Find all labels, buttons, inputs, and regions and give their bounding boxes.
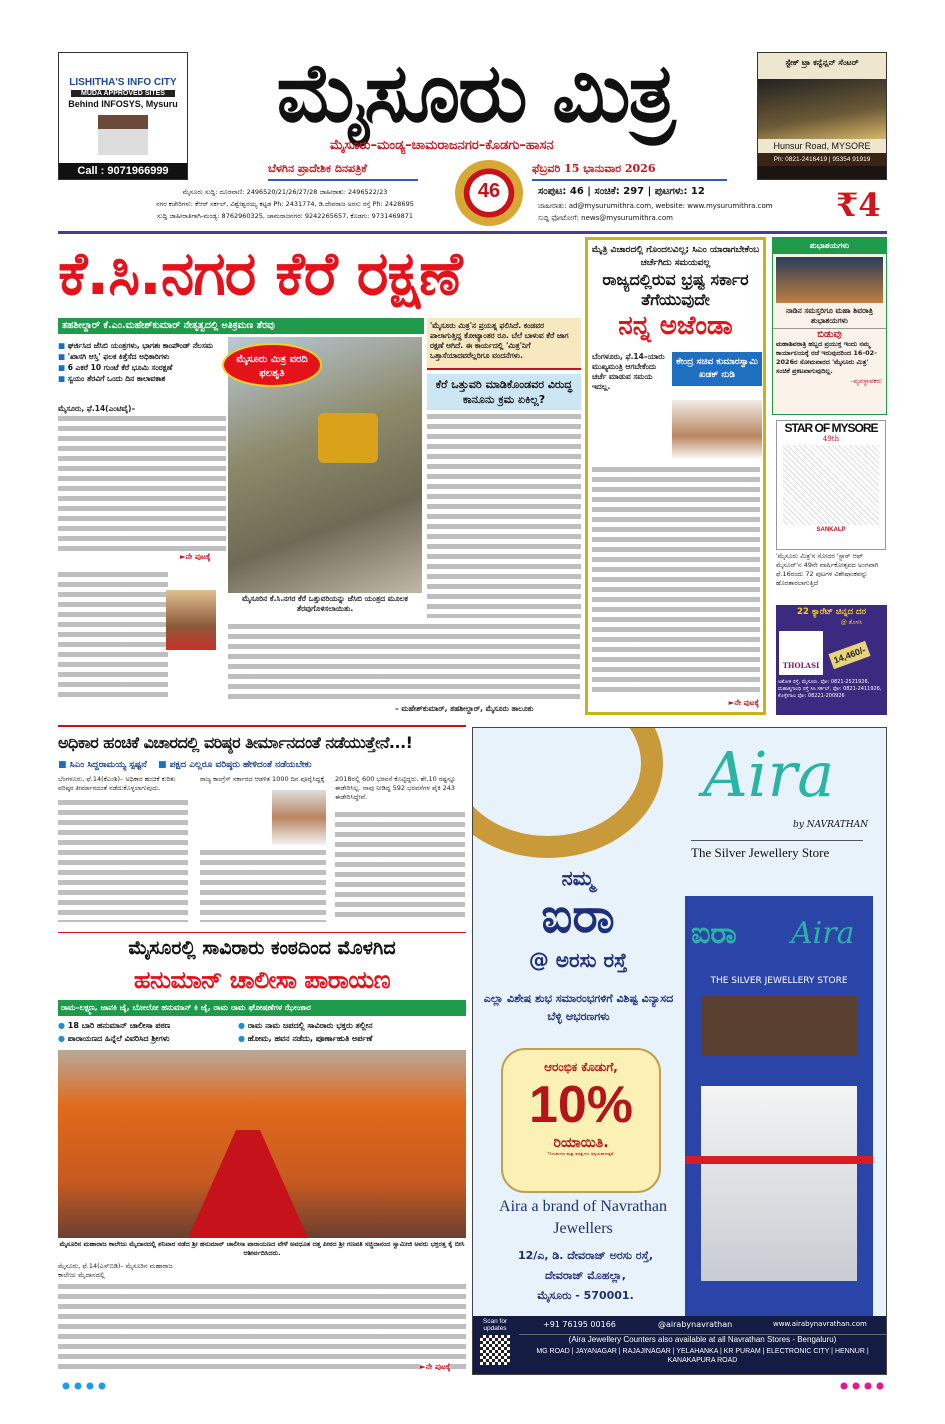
side-headline: ಕೆರೆ ಒತ್ತುವರಿ ಮಾಡಿಕೊಂಡವರ ವಿರುದ್ಧ ಕಾನೂನು ಕ್ರಮ ಏಕಿಲ್ಲ? [427, 374, 581, 410]
store-front-image [685, 896, 873, 1316]
news-email[interactable]: ಸುದ್ದಿ ಫೋಟೋಗೆ: news@mysurumithra.com [538, 214, 673, 222]
store-aira-logo: Aira [791, 916, 855, 951]
story2-continued[interactable]: ►ನೇ ಪುಟಕ್ಕೆ [728, 698, 759, 707]
story3-dateline: ಬೆಂಗಳೂರು, ಫೆ.14(ಕೆಎಂಶಿ)– ಅಧಿಕಾರ ಹಂಚಿಕೆ ಕುರಿತು ವರಿಷ್ಠರ ತೀರ್ಮಾನದಂತೆ ನಡೆದುಕೊಳ್ಳಲಾಗುವುದು. [58, 775, 176, 792]
bullet: ● ರಾಮ ನಾಮ ಜಪದಲ್ಲಿ ಸಾವಿರಾರು ಭಕ್ತರು ತಲ್ಲೀನ [238, 1019, 468, 1032]
counters-note: (Aira Jewellery Counters also available at all Navrathan Stores - Bengaluru) [519, 1334, 886, 1345]
registration-marks [838, 1382, 886, 1390]
aira-logo: Aira [703, 738, 835, 811]
greetings-text: ನಾಡಿನ ಸಮಸ್ತರಿಗೂ ಮಹಾ ಶಿವರಾತ್ರಿ ಶುಭಾಶಯಗಳು [786, 306, 873, 325]
story2-dateline: ಬೆಂಗಳೂರು, ಫೆ.14–ಯಾರು ಮುಖ್ಯಮಂತ್ರಿ ಆಗಬೇಕೆಂದು ಚರ್ಚೆ ಮಾಡುವ ಸಮಯ ಇದಲ್ಲ. [592, 352, 665, 391]
story3-col2: ರಾಜ್ಯ ಕಾಂಗ್ರೆಸ್ ಸರ್ಕಾರದ ಆಡಳಿತ 1000 ದಿನ ಪೂರೈಸಿದ್ದಕ್ಕೆ [200, 775, 325, 783]
lead-strap: ತಹಶೀಲ್ದಾರ್ ಕೆ.ಎಂ.ಮಹೇಶ್‌ಕುಮಾರ್ ನೇತೃತ್ವದಲ್ಲಿ ಅತಿಕ್ರಮಣ ತೆರವು [58, 318, 424, 334]
gold-rate-ad[interactable] [776, 605, 887, 715]
lead-bullets [58, 340, 226, 384]
address-line: ದೇವರಾಜ್ ಮೊಹಲ್ಲಾ, [545, 1269, 626, 1282]
bullet: ● ಪಾರಾಯಣದ ಹಿನ್ನೆಲೆ ವಿವರಿಸಿದ ಶ್ರೀಗಳು [58, 1032, 238, 1045]
aira-store: The Silver Jewellery Store [691, 840, 863, 861]
lead-continued[interactable]: ►ನೇ ಪುಟಕ್ಕೆ [180, 552, 211, 561]
story3-headline: ಅಧಿಕಾರ ಹಂಚಿಕೆ ವಿಚಾರದಲ್ಲಿ ವರಿಷ್ಠರ ತೀರ್ಮಾನದಂತೆ ನಡೆಯುತ್ತೇನೆ...! [58, 733, 413, 752]
masthead-title: ಮೈಸೂರು ಮಿತ್ರ [276, 46, 674, 141]
store-kannada-logo: ಐರಾ [691, 916, 737, 951]
story4-continued[interactable]: ►ನೇ ಪುಟಕ್ಕೆ [420, 1362, 451, 1371]
ad-line: Behind INFOSYS, Mysuru [68, 99, 178, 109]
story4-caption: ಮೈಸೂರಿನ ಮಹಾರಾಜ ಕಾಲೇಜು ಮೈದಾನದಲ್ಲಿ ಶನಿವಾರ ನಡೆದ ಶ್ರೀ ಹನುಮಾನ್ ಚಾಲೀಸಾ ಪಾರಾಯಣದ ವೇಳೆ ಅವಧೂತ ದತ್ತ ಪೀಠದ ಶ್ರೀ ಗಣಪತಿ ಸಚ್ಚಿದಾನಂದ ಸ್ವಾಮೀಜಿ ಅವರು ಭಕ್ತರತ್ತ ಕೈ ಬೀಸಿ ಆಶೀರ್ವದಿಸಿದರು. [59, 1240, 465, 1257]
lead-note-box: 'ಮೈಸೂರು ಮಿತ್ರ'ನ ಪ್ರಯತ್ನ ಫಲಿಸಿದೆ. ಕಂಡವರ ಪಾಲಾಗುತ್ತಿದ್ದ ಕೋಟ್ಯಾಂತರ ರೂ. ಬೆಲೆ ಬಾಳುವ ಕೆರೆ ಜಾಗ ರಕ್ಷಣೆ ಆಗಿದೆ. ಈ ಕಾರ್ಯದಲ್ಲಿ 'ಮಿತ್ರ'ನಿಗೆ ಒತ್ತಾಸೆಯಾದವರೆಲ್ಲರಿಗೂ ವಂದನೆಗಳು. [427, 318, 581, 370]
aira-kannada-logo: ಐರಾ [541, 888, 615, 944]
scan-label: Scan for updates [482, 1318, 508, 1332]
bullet: ■ ಘರ್ಜಿಸಿದ ಜೆಸಿಬಿ ಯಂತ್ರಗಳು, ಭಾಗಶಃ ಕಾಂಪೌಂಡ್ ನೆಲಸಮ [58, 340, 226, 351]
som-sponsor: SANKALP [816, 527, 846, 533]
lead-body-text [58, 414, 226, 554]
store-caps: THE SILVER JEWELLERY STORE [710, 976, 848, 986]
som-title: STAR OF MYSORE [784, 421, 878, 435]
aira-ad[interactable] [472, 727, 887, 1375]
qr-code[interactable] [480, 1335, 510, 1365]
story3-col3-text [335, 810, 465, 922]
offer-value: 10% [528, 1076, 634, 1134]
masthead-tagline: ಬೆಳಗಿನ ಪ್ರಾದೇಶಿಕ ದಿನಪತ್ರಿಕೆ [268, 162, 418, 181]
lead-dateline: ಮೈಸೂರು, ಫೆ.14(ಎಂಟಿವೈ)– [58, 404, 136, 413]
offer-badge [501, 1048, 661, 1193]
masthead-date: ಫೆಬ್ರವರಿ 15 ಭಾನುವಾರ 2026 [532, 162, 727, 181]
story2-box [585, 237, 766, 715]
som-note: 'ಮೈಸೂರು ಮಿತ್ರ'ನ ಸೋದರ 'ಸ್ಟಾರ್ ಆಫ್ ಮೈಸೂರ್'ನ 49ನೇ ವಾರ್ಷಿಕೋತ್ಸವದ ಅಂಗವಾಗಿ ಫೆ.16ರಂದು 72 ಪುಟಗಳ ವಿಶೇಷಾಂಕವನ್ನು ಹೊರತಾರಲಾಗುತ್ತಿದೆ [776, 552, 879, 587]
ad-brand: LISHITHA'S INFO CITY [69, 77, 177, 88]
namma: ನಮ್ಮ [561, 866, 595, 890]
address-line: 12/ಎ, ಡಿ. ದೇವರಾಜ್ ಅರಸು ರಸ್ತೆ, [517, 1249, 654, 1262]
brand-line: Aira a brand of Navrathan Jewellers [499, 1198, 667, 1237]
contact-line: ಸುದ್ದಿ ಜಾಹೀರಾತಿಗಾಗಿ-ಮಂಡ್ಯ: 8762960325, ಚಾಮರಾಜನಗರ: 9242265657, ಕೊಡಗು: 9731469871 [156, 212, 414, 220]
story4-body [58, 1282, 466, 1372]
bullet: ● 18 ಬಾರಿ ಹನುಮಾನ್ ಚಾಲೀಸಾ ಪಠಣ [58, 1019, 238, 1032]
right-ad[interactable] [757, 52, 887, 180]
contact-line: ಮೈಸೂರು ಸುದ್ದಿ: ದೂರವಾಣಿ: 2496520/21/26/27/28 ಜಾಹೀರಾತು: 2496522/23 [182, 188, 388, 196]
anniversary-number: 46 [477, 180, 501, 202]
story3-subs [58, 760, 468, 770]
aira-footer [473, 1316, 887, 1375]
price: ₹4 [836, 186, 881, 224]
offer-bottom: ರಿಯಾಯಿತಿ. [553, 1135, 609, 1151]
bullet: ■ 'ಖಾಸಗಿ ಆಸ್ತಿ' ಫಲಕ ಕಿತ್ತೆಸೆದ ಅಧಿಕಾರಿಗಳು [58, 351, 226, 362]
story2-headline-red: ನನ್ನ ಅಜೆಂಡಾ [618, 311, 733, 341]
story2-tag: ಕೇಂದ್ರ ಸಚಿವ ಕುಮಾರಸ್ವಾಮಿ ಖಡಕ್ ನುಡಿ [672, 352, 762, 386]
masthead-rule [58, 231, 887, 234]
sub-head: ■ ಪಕ್ಷದ ಎಲ್ಲರೂ ವರಿಷ್ಠರು ಹೇಳಿದಂತೆ ನಡೆಯಬೇಕು [158, 760, 312, 770]
gold-price: 14,460/- [828, 641, 870, 669]
left-ad[interactable] [58, 52, 188, 180]
anniversary-badge [455, 160, 523, 226]
ad-place: Hunsur Road, MYSORE [758, 139, 886, 153]
ad-call: Call : 9071966999 [59, 163, 187, 179]
aira-website[interactable]: www.airabynavrathan.com [773, 1320, 867, 1328]
contact-line: ನಗರ ಕಚೇರಿಗಳು: ಕೆಆರ್ ಸರ್ಕಲ್, ವಿಶ್ವೇಶ್ವರಯ್ಯ ಕಟ್ಟಡ Ph: 2431774, ಡಿ.ದೇವರಾಜ ಅರಸು ರಸ್ತೆ Ph: 2428695 [156, 200, 414, 208]
report-result-badge: ಮೈಸೂರು ಮಿತ್ರ ವರದಿ ಫಲಶೃತಿ [222, 343, 322, 387]
ad-title: ಸ್ಟೇಕ್ ಟ್ರಾ ಕನ್ವೆನ್ಷನ್ ಸೆಂಟರ್ [758, 53, 886, 79]
story2-headline: ರಾಜ್ಯದಲ್ಲಿರುವ ಭ್ರಷ್ಟ ಸರ್ಕಾರ ತೆಗೆಯುವುದೇ [602, 270, 749, 309]
star-of-mysore-promo[interactable] [776, 420, 886, 550]
gold-brand: THOLASI [779, 631, 823, 675]
story3-col1 [58, 798, 188, 922]
story3-col2-text [200, 848, 326, 922]
offer-top: ಆರಂಭಿಕ ಕೊಡುಗೆ, [544, 1060, 618, 1074]
whatsapp-phone[interactable]: +91 76195 00166 [543, 1320, 616, 1329]
aira-by: by NAVRATHAN [793, 820, 869, 830]
official-photo [166, 590, 216, 650]
red-carpet [188, 1130, 308, 1238]
ribbon-bow [685, 1156, 873, 1164]
holiday-head: ಬಿಡುವು [773, 328, 886, 340]
email-info[interactable]: ಜಾಹೀರಾತು: ad@mysurumithra.com, website: www.mysurumithra.com [538, 202, 773, 210]
holiday-text: ಮಹಾಶಿವರಾತ್ರಿ ಹಬ್ಬದ ಪ್ರಯುಕ್ತ ಇಂದು ನಮ್ಮ ಕಾರ್ಯಾಲಯಕ್ಕೆ ರಜೆ ಇರುವುದರಿಂದ 16-02-2026ರ ಸೋಮವಾರದ 'ಮೈಸೂರು ಮಿತ್ರ' ಸಂಚಿಕೆ ಪ್ರಕಟವಾಗುವುದಿಲ್ಲ. [776, 340, 877, 375]
gold-necklace-image [472, 727, 663, 858]
siddaramaiah-photo [272, 790, 326, 845]
lead-quote-body [228, 622, 580, 702]
gold-sub: @ ತೊಳಸಿ [840, 619, 863, 626]
lead-quote-text [58, 570, 168, 700]
address-line: ಮೈಸೂರು - 570001. [537, 1289, 634, 1302]
shiva-image [776, 257, 883, 303]
sub-head: ■ ಸಿಎಂ ಸಿದ್ದರಾಮಯ್ಯ ಸ್ಪಷ್ಟನೆ [58, 760, 147, 770]
story4-kicker: ಮೈಸೂರಲ್ಲಿ ಸಾವಿರಾರು ಕಂಠದಿಂದ ಮೊಳಗಿದ [58, 932, 466, 963]
quote-attribution: – ಮಹೇಶ್‌ಕುಮಾರ್, ತಹಶೀಲ್ದಾರ್, ಮೈಸೂರು ತಾಲೂಕು [395, 704, 534, 713]
story4-dateline: ಮೈಸೂರು, ಫೆ.14(ಎಸ್‌ಬಿಡಿ)– ಮೈಸೂರಿನ ಮಹಾರಾಜ ಕಾಲೇಜು ಮೈದಾನದಲ್ಲಿ [58, 1262, 173, 1279]
holiday-by: –ವ್ಯವಸ್ಥಾಪಕರು [850, 377, 882, 385]
story3-col3: 2018ರಲ್ಲಿ 600 ಭರವಸೆ ಕೊಟ್ಟಿದ್ದರು. ಶೇ.10 ರಷ್ಟನ್ನೂ ಈಡೇರಿಸಿಲ್ಲ. ನಾವು ನೀಡಿದ್ದ 592 ಭರವಸೆಗಳ ಪೈಕಿ 243 ಈಡೇರಿಸಿದ್ದೇವೆ. [335, 775, 456, 801]
story2-body-text [592, 465, 760, 697]
lead-headline: ಕೆ.ಸಿ.ನಗರ ಕೆರೆ ರಕ್ಷಣೆ [58, 239, 462, 309]
gold-head: 22 ಕ್ಯಾರೆಟ್ ಚಿನ್ನದ ದರ [797, 607, 866, 617]
story4-headline: ಹನುಮಾನ್ ಚಾಲೀಸಾ ಪಾರಾಯಣ [133, 966, 391, 994]
store-interior [701, 1086, 857, 1281]
offer-note: *ನಿಯಮಗಳು ಮತ್ತು ಷರತ್ತುಗಳು ಅನ್ವಯವಾಗುತ್ತವೆ. [547, 1151, 615, 1156]
bullet: ■ 6 ಎಕರೆ 10 ಗುಂಟೆ ಕೆರೆ ಭೂಮಿ ಸಂರಕ್ಷಣೆ [58, 362, 226, 373]
cartoon-image [783, 445, 879, 525]
som-edition: 49th [822, 435, 840, 443]
aira-tagline: ಎಲ್ಲಾ ವಿಶೇಷ ಶುಭ ಸಮಾರಂಭಗಳಿಗೆ ವಿಶಿಷ್ಟ ವಿನ್ಯಾಸದ ಬೆಳ್ಳಿ ಆಭರಣಗಳು [483, 992, 674, 1023]
aira-location: @ ಅರಸು ರಸ್ತೆ [528, 948, 628, 972]
contact-info [120, 186, 450, 222]
bullet: ■ ಸ್ವಯಂ ತೆರವಿಗೆ ಒಂದು ದಿನ ಕಾಲಾವಕಾಶ [58, 373, 226, 384]
venue-image [758, 79, 886, 139]
store-list: MG ROAD | JAYANAGAR | RAJAJINAGAR | YELAHANKA | KR PURAM | ELECTRONIC CITY | HENNUR | KANAKAPURA ROAD [536, 1348, 869, 1364]
hanuman-chalisa-photo [58, 1050, 466, 1238]
story2-kicker: ಮೈತ್ರಿ ವಿಚಾರದಲ್ಲಿ ಗೊಂದಲವಿಲ್ಲ; ಸಿಎಂ ಯಾರಾಗಬೇಕೆಂಬ ಚರ್ಚೆಗಿದು ಸಮಯವಲ್ಲ [591, 245, 760, 268]
registration-marks [60, 1382, 108, 1390]
ad-phone: Ph: 0821-2416419 | 95354 91919 [758, 153, 886, 166]
store-interior [701, 996, 857, 1056]
story4-strap: ರಾಮ–ಲಕ್ಷ್ಮಣ, ಜಾನಕಿ ಜೈ, ಬೋಲೋ ಹನುಮಾನ್ ಕಿ ಜೈ, ರಾಮ ರಾಮ ಘೋಷಣೆಗಳ ಝೇಂಕಾರ [58, 1000, 466, 1016]
masthead-regions: ಮೈಸೂರು–ಮಂಡ್ಯ–ಚಾಮರಾಜನಗರ–ಕೊಡಗು–ಹಾಸನ [330, 138, 554, 153]
story4-bullets [58, 1019, 468, 1045]
kumaraswamy-photo [672, 400, 762, 460]
lead-photo-caption: ಮೈಸೂರಿನ ಕೆ.ಸಿ.ನಗರ ಕೆರೆ ಒತ್ತುವರಿಯನ್ನು ಜೆಸಿಬಿ ಯಂತ್ರದ ಮೂಲಕ ತೆರವುಗೊಳಿಸಲಾಯಿತು. [242, 594, 408, 613]
ad-line: MUDA APPROVED SITES [71, 90, 175, 97]
house-image [98, 115, 148, 155]
jcb-image [318, 413, 378, 463]
bullet: ● ಹೋಮ, ಹವನ ನಡೆದು, ಪೂರ್ಣಾಹುತಿ ಅರ್ಪಣೆ [238, 1032, 468, 1045]
lead-photo [228, 337, 422, 593]
issue-info: ಸಂಪುಟ: 46 | ಸಂಚಿಕೆ: 297 | ಪುಟಗಳು: 12 [538, 186, 705, 197]
aira-address [483, 1246, 688, 1306]
side-body-text [427, 412, 581, 618]
greetings-head: ಶುಭಾಶಯಗಳು [773, 238, 886, 254]
greetings-box [772, 237, 887, 415]
gold-address: ಅಶೋಕ ರಸ್ತೆ, ಮೈಸೂರು. ಫೋ: 0821-2521926, ಮಹಾತ್ಮಗಾಂಧಿ ರಸ್ತೆ ಸಿಸಿ ಸರ್ಕಲ್, ಫೋ: 0821-2411926, ಕೊಳ್ಳೇಗಾಲ ಫೋ: 08221-200926 [778, 679, 882, 699]
instagram-handle[interactable]: @airabynavrathan [658, 1320, 733, 1329]
